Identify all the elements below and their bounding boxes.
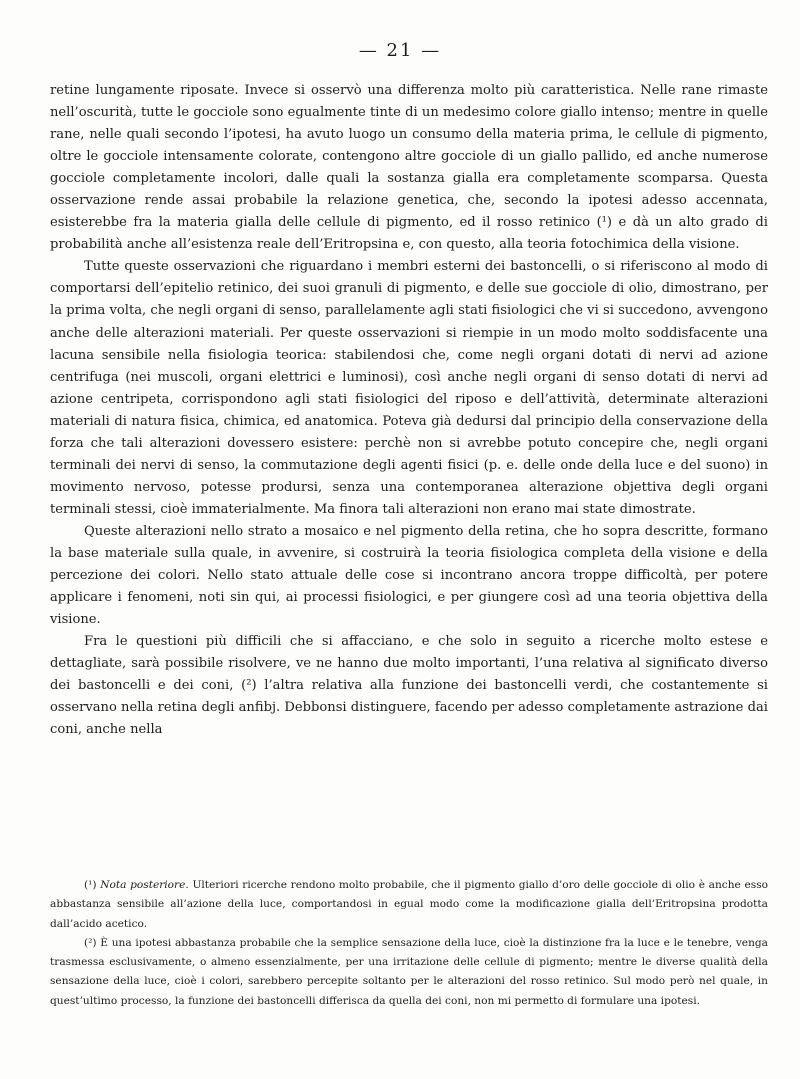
- footnotes: [50, 876, 768, 1011]
- footnote-1-text: Ulteriori ricerche rendono molto probabile, che il pigmento giallo d’oro delle gocciole di olio è anche esso abbastanza sensibile all’azione della luce, comportandosi in egual modo come la modificazione gialla dell’Eritropsina prodotta dall’acido acetico.: [50, 879, 769, 930]
- paragraph-continuation: retine lungamente riposate. Invece si osservò una differenza molto più caratteristica. Nelle rane rimaste nell’oscurità, tutte le gocciole sono egualmente tinte di un medesimo colore giallo intenso; mentre in quelle rane, nelle quali secondo l’ipotesi, ha avuto luogo un consumo della materia prima, le cellule di pigmento, oltre le gocciole intensamente colorate, contengono altre gocciole di un giallo pallido, ed anche numerose gocciole completamente incolori, dalle quali la sostanza gialla era completamente scomparsa. Questa osservazione rende assai probabile la relazione genetica, che, secondo la ipotesi adesso accennata, esisterebbe fra la materia gialla delle cellule di pigmento, ed il rosso retinico (¹) e dà un alto grado di probabilità anche all’esistenza reale dell’Eritropsina e, con questo, alla teoria fotochimica della visione.: [50, 83, 768, 253]
- footnote-2-text: È una ipotesi abbastanza probabile che la semplice sensazione della luce, cioè la distinzione fra la luce e le tenebre, venga trasmessa esclusivamente, o almeno essenzialmente, per una irritazione delle cellule di pigmento; mentre le diverse qualità della sensazione della luce, cioè i colori, sarebbero percepite soltanto per le alterazioni del rosso retinico. Sul modo però nel quale, in quest’ultimo processo, la funzione dei bastoncelli differisca da quella dei coni, non mi permetto di formulare una ipotesi.: [50, 936, 768, 1007]
- paragraph-difficult-questions: Fra le questioni più difficili che si affacciano, e che solo in seguito a ricerche molto estese e dettagliate, sarà possibile risolvere, ve ne hanno due molto importanti, l’una relativa al significato diverso dei bastoncelli e dei coni, (²) l’altra relativa alla funzione dei bastoncelli verdi, che costantemente si osservano nella retina degli anfibj. Debbonsi distinguere, facendo per adesso completamente astrazione dai coni, anche nella: [50, 634, 768, 738]
- paragraph-observations: Tutte queste osservazioni che riguardano i membri esterni dei bastoncelli, o si riferiscono al modo di comportarsi dell’epitelio retinico, dei suoi granuli di pigmento, e delle sue gocciole di olio, dimostrano, per la prima volta, che negli organi di senso, parallelamente agli stati fisiologici che vi si succedono, avvengono anche delle alterazioni materiali. Per queste osservazioni si riempie in un modo molto soddisfacente una lacuna sensibile nella fisiologia teorica: stabilendosi che, come negli organi dotati di nervi ad azione centrifuga (nei muscoli, organi elettrici e luminosi), così anche negli organi di senso dotati di nervi ad azione centripeta, corrispondono agli stati fisiologici del riposo e dell’attività, determinate alterazioni materiali di natura fisica, chimica, ed anatomica. Poteva già dedursi dal principio della conservazione della forza che tali alterazioni dovessero esistere: perchè non si avrebbe potuto concepire che, negli organi terminali dei nervi di senso, la commutazione degli agenti fisici (p. e. delle onde della luce e del suono) in movimento nervoso, potesse prodursi, senza una contemporanea alterazione objettiva degli organi terminali stessi, cioè immaterialmente. Ma finora tali alterazioni non erano mai state dimostrate.: [50, 259, 768, 517]
- page-number: — 21 —: [358, 40, 442, 61]
- footnote-1-marker: (¹): [84, 879, 97, 891]
- footnote-1: [50, 876, 768, 934]
- main-text: [50, 80, 768, 741]
- footnote-2: [50, 934, 768, 1011]
- footnote-2-marker: (²): [84, 936, 97, 949]
- footnote-1-label: Nota posteriore.: [100, 879, 189, 891]
- paragraph-mosaic-layer: Queste alterazioni nello strato a mosaico e nel pigmento della retina, che ho sopra descritte, formano la base materiale sulla quale, in avvenire, si costruirà la teoria fisiologica completa della visione e della percezione dei colori. Nello stato attuale delle cose si incontrano ancora troppe difficoltà, per potere applicare i fenomeni, noti sin qui, ai processi fisiologici, e per giungere così ad una teoria objettiva della visione.: [50, 523, 768, 628]
